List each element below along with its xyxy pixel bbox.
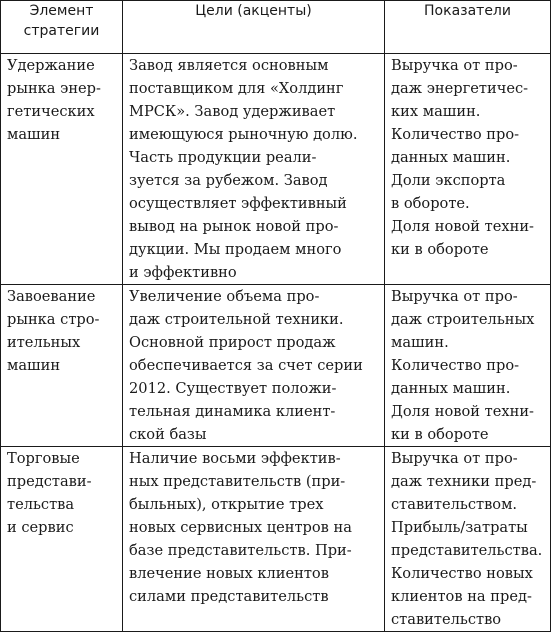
text-line: Завоевание: [7, 288, 96, 305]
header-element-line: стратегии: [23, 23, 100, 39]
text-line: 2012. Существует положи-: [129, 380, 337, 397]
text-line: Торговые: [7, 450, 80, 467]
text-line: и эффективно: [129, 264, 237, 281]
text-line: Выручка от про-: [391, 57, 518, 74]
text-line: ительных: [7, 334, 81, 351]
text-line: и сервис: [7, 519, 74, 536]
text-line: данных машин.: [391, 149, 511, 166]
text-line: ставительством.: [391, 496, 518, 513]
text-line: в обороте.: [391, 195, 470, 212]
text-line: базе представительств. При-: [129, 542, 352, 559]
text-line: ких машин.: [391, 103, 481, 120]
text-line: ки в обороте: [391, 426, 489, 443]
text-line: представи-: [7, 473, 92, 490]
text-line: поставщиком для «Холдинг: [129, 80, 344, 97]
text-line: Завод является основным: [129, 57, 329, 74]
text-line: Количество про-: [391, 126, 520, 143]
text-line: даж техники пред-: [391, 473, 537, 490]
text-line: тельства: [7, 496, 75, 513]
text-line: Прибыль/затраты: [391, 519, 528, 536]
cell-indicators: [385, 54, 551, 285]
text-line: Количество новых: [391, 565, 533, 582]
text-line: клиентов на пред-: [391, 588, 532, 605]
cell-element: [1, 285, 123, 447]
text-line: Выручка от про-: [391, 450, 518, 467]
text-line: имеющуюся рыночную долю.: [129, 126, 358, 143]
text-line: данных машин.: [391, 380, 511, 397]
text-line: дукции. Мы продаем много: [129, 241, 342, 258]
cell-goals: [123, 54, 385, 285]
text-line: машин.: [391, 334, 449, 351]
text-line: ных представительств (при-: [129, 473, 346, 490]
text-line: ской базы: [129, 426, 207, 443]
text-line: тельная динамика клиент-: [129, 403, 336, 420]
text-line: новых сервисных центров на: [129, 519, 352, 536]
header-indicators: [385, 1, 551, 54]
text-line: Удержание: [7, 57, 95, 74]
text-line: влечение новых клиентов: [129, 565, 329, 582]
cell-indicators: [385, 285, 551, 447]
text-line: Наличие восьми эффектив-: [129, 450, 341, 467]
text-line: Основной прирост продаж: [129, 334, 336, 351]
header-element: [1, 1, 123, 54]
text-line: ставительство: [391, 611, 502, 628]
text-line: МРСК». Завод удерживает: [129, 103, 336, 120]
header-element-line: Элемент: [29, 3, 94, 19]
text-line: представительства.: [391, 542, 543, 559]
text-line: вывод на рынок новой про-: [129, 218, 339, 235]
header-row: [1, 1, 551, 54]
text-line: ки в обороте: [391, 241, 489, 258]
text-line: даж строительной техники.: [129, 311, 344, 328]
header-goals: [123, 1, 385, 54]
table-row: [1, 54, 551, 285]
text-line: обеспечивается за счет серии: [129, 357, 363, 374]
header-goals-line: Цели (акценты): [195, 3, 312, 19]
text-line: силами представительств: [129, 588, 329, 605]
text-line: Доли экспорта: [391, 172, 506, 189]
table-row: [1, 285, 551, 447]
header-indicators-line: Показатели: [424, 3, 511, 19]
text-line: машин: [7, 357, 61, 374]
text-line: Увеличение объема про-: [129, 288, 320, 305]
text-line: Количество про-: [391, 357, 520, 374]
text-line: машин: [7, 126, 61, 143]
text-line: Доля новой техни-: [391, 403, 534, 420]
text-line: рынка стро-: [7, 311, 100, 328]
cell-goals: [123, 285, 385, 447]
text-line: Выручка от про-: [391, 288, 518, 305]
text-line: Часть продукции реали-: [129, 149, 317, 166]
cell-element: [1, 54, 123, 285]
text-line: быльных), открытие трех: [129, 496, 324, 513]
text-line: зуется за рубежом. Завод: [129, 172, 328, 189]
text-line: рынка энер-: [7, 80, 101, 97]
text-line: даж энергетичес-: [391, 80, 529, 97]
text-line: осуществляет эффективный: [129, 195, 347, 212]
text-line: Доля новой техни-: [391, 218, 534, 235]
text-line: даж строительных: [391, 311, 535, 328]
text-line: гетических: [7, 103, 95, 120]
